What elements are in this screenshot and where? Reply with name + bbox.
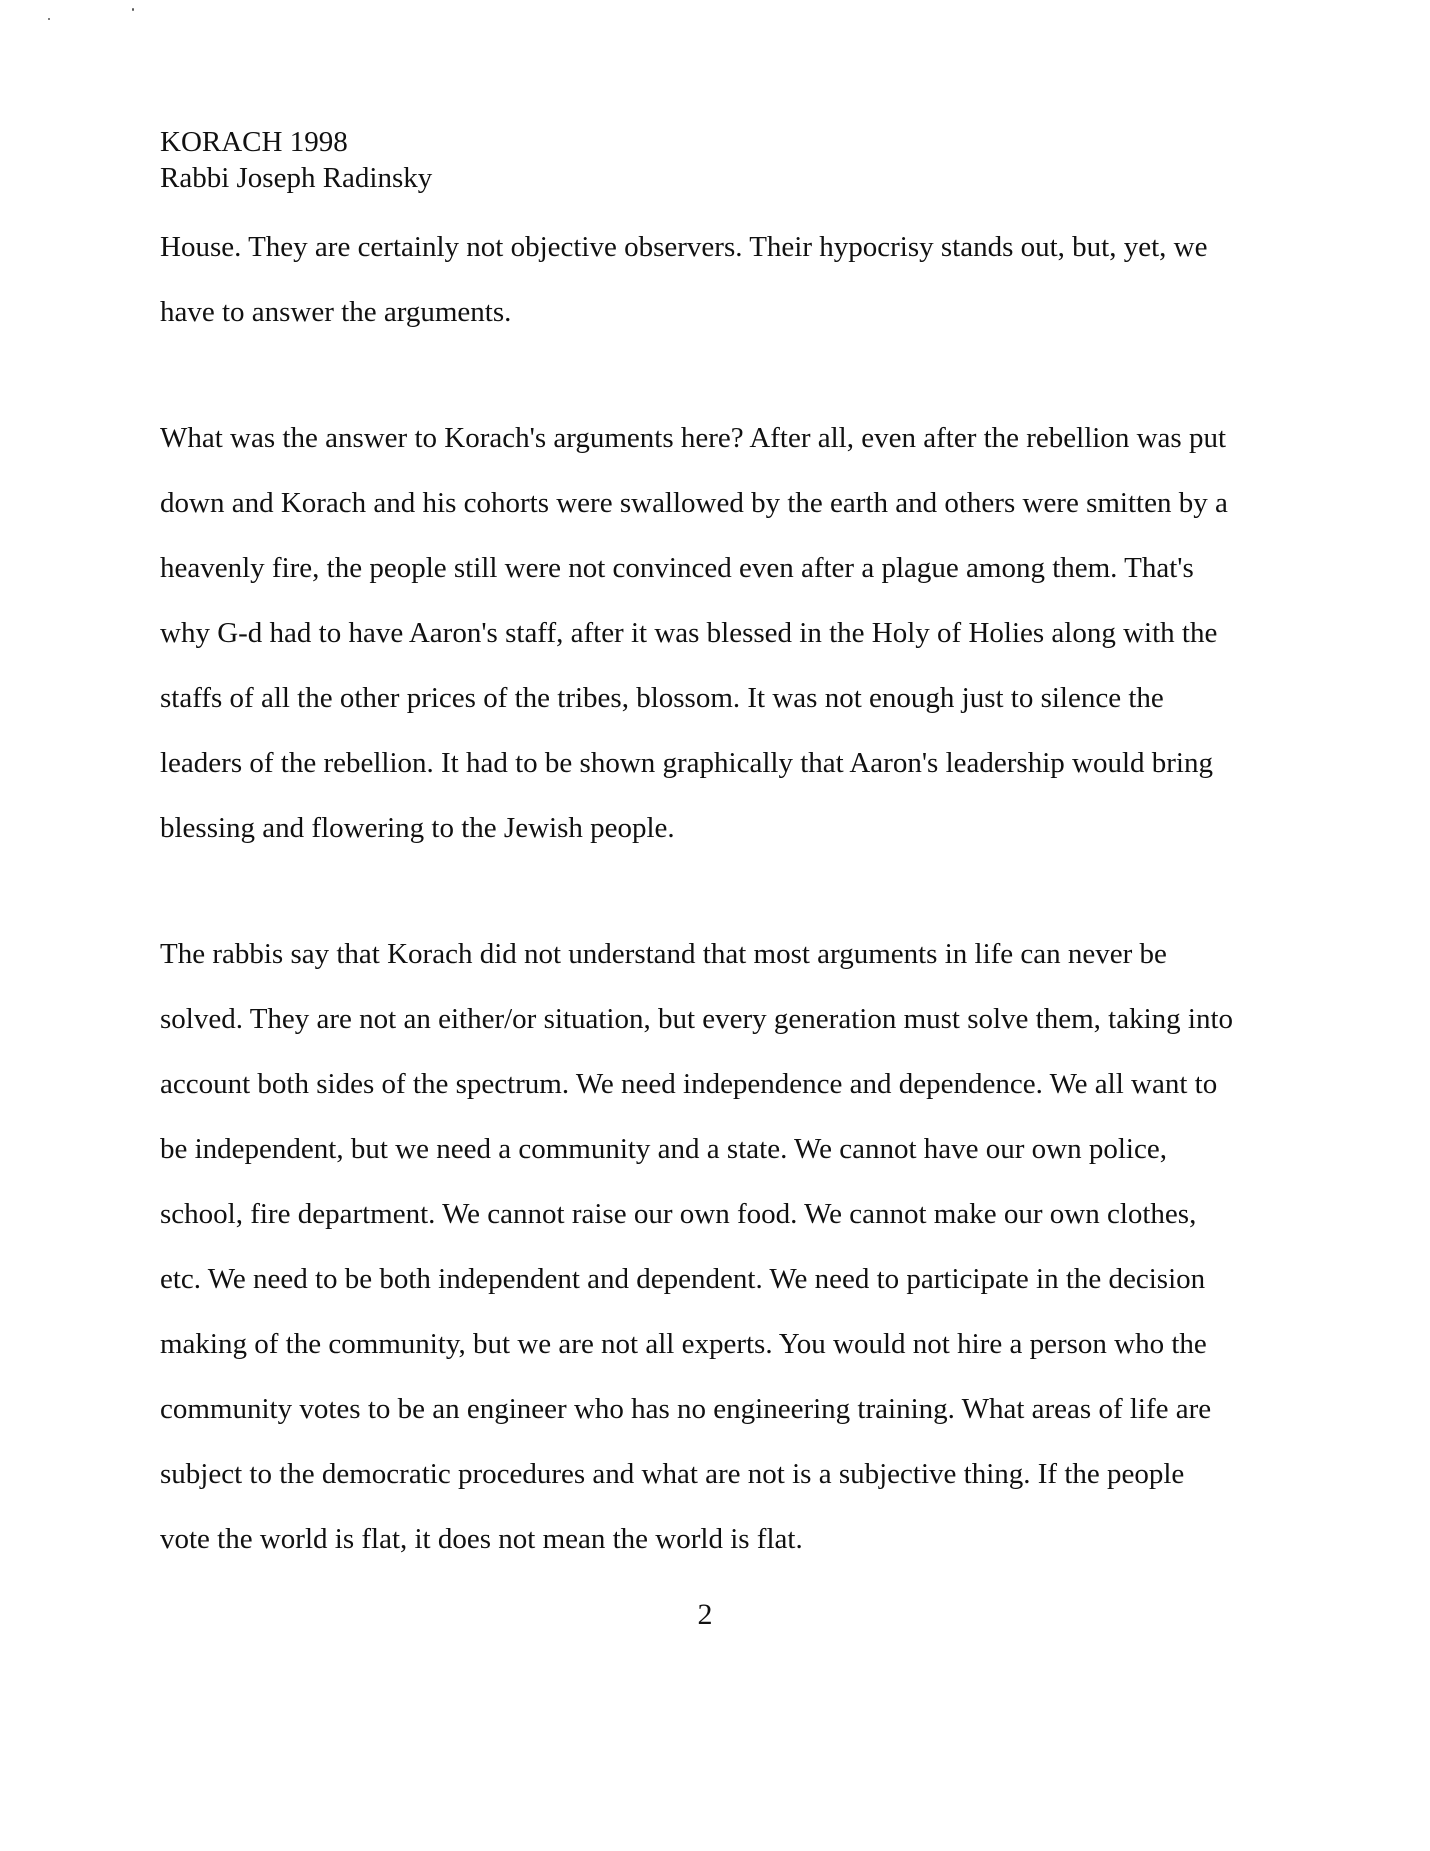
paragraph-3 — [160, 922, 1280, 1572]
paragraph-1 — [160, 215, 1280, 345]
text-line: account both sides of the spectrum. We need independence and dependence. We all want to — [160, 1068, 1218, 1100]
document-header — [160, 124, 432, 196]
text-line: making of the community, but we are not all experts. You would not hire a person who the — [160, 1328, 1207, 1360]
document-title: KORACH 1998 — [160, 126, 348, 158]
text-line: heavenly fire, the people still were not convinced even after a plague among them. That's — [160, 552, 1194, 584]
text-line: down and Korach and his cohorts were swallowed by the earth and others were smitten by a — [160, 487, 1228, 519]
text-line: etc. We need to be both independent and dependent. We need to participate in the decision — [160, 1263, 1206, 1295]
scan-speck — [132, 8, 134, 11]
text-line: school, fire department. We cannot raise our own food. We cannot make our own clothes, — [160, 1198, 1197, 1230]
paragraph-2 — [160, 406, 1280, 861]
scan-speck — [48, 18, 50, 20]
text-line: leaders of the rebellion. It had to be shown graphically that Aaron's leadership would bring — [160, 747, 1213, 779]
document-author: Rabbi Joseph Radinsky — [160, 162, 433, 194]
text-line: why G-d had to have Aaron's staff, after it was blessed in the Holy of Holies along with the — [160, 617, 1218, 649]
text-line: community votes to be an engineer who has no engineering training. What areas of life are — [160, 1393, 1212, 1425]
text-line: staffs of all the other prices of the tribes, blossom. It was not enough just to silence the — [160, 682, 1164, 714]
page-number: 2 — [697, 1598, 713, 1631]
text-line: The rabbis say that Korach did not understand that most arguments in life can never be — [160, 938, 1167, 970]
text-line: What was the answer to Korach's arguments here? After all, even after the rebellion was put — [160, 422, 1227, 454]
text-line: have to answer the arguments. — [160, 296, 512, 328]
text-line: vote the world is flat, it does not mean the world is flat. — [160, 1523, 803, 1555]
text-line: be independent, but we need a community and a state. We cannot have our own police, — [160, 1133, 1167, 1165]
text-line: subject to the democratic procedures and what are not is a subjective thing. If the people — [160, 1458, 1185, 1490]
text-line: House. They are certainly not objective observers. Their hypocrisy stands out, but, yet, we — [160, 231, 1208, 263]
text-line: solved. They are not an either/or situation, but every generation must solve them, taking into — [160, 1003, 1234, 1035]
text-line: blessing and flowering to the Jewish people. — [160, 812, 675, 844]
